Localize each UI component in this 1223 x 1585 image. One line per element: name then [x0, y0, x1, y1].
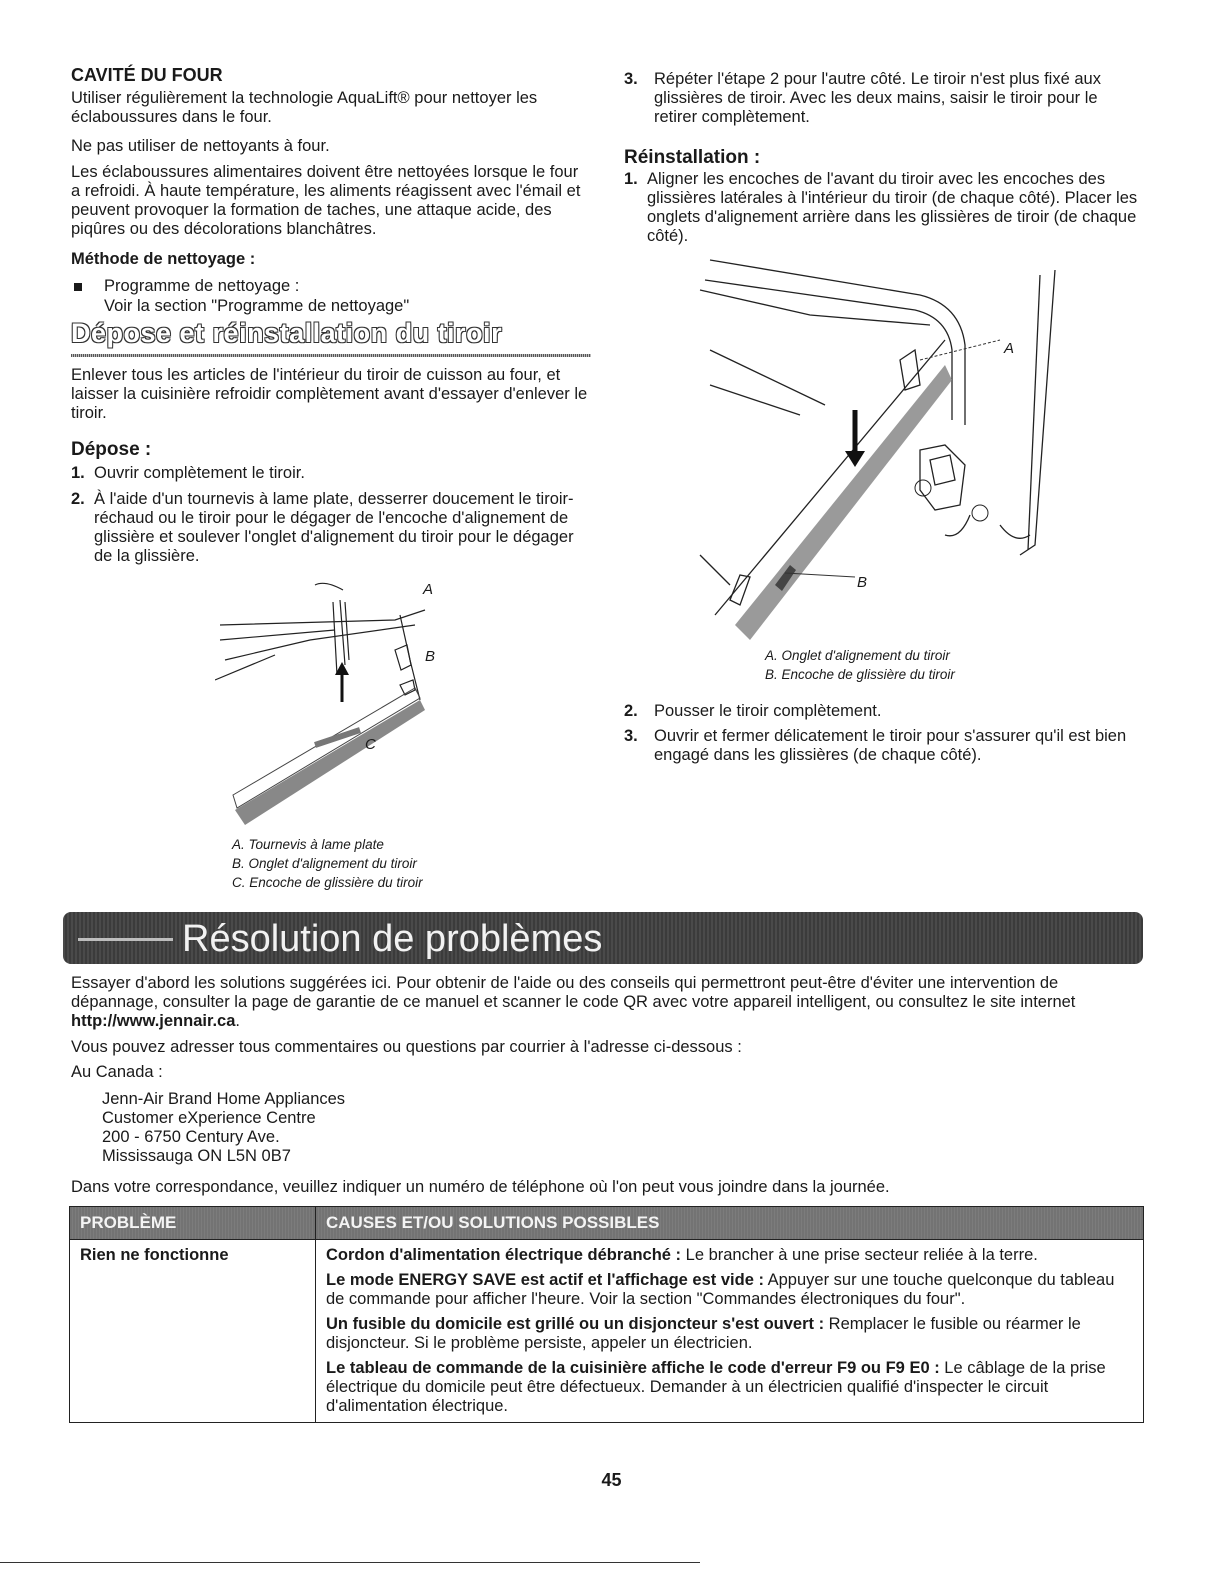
left-figure-label-b: B	[425, 648, 436, 665]
troubleshooting-title: Résolution de problèmes	[182, 918, 603, 960]
bullet-line-2: Voir la section "Programme de nettoyage"	[104, 297, 410, 315]
banner-accent-line	[78, 938, 173, 941]
drawer-intro: Enlever tous les articles de l'intérieur du tiroir de cuisson au four, et laisser la cuisinière refroidir complètement avant d'essayer d'enlever le tiroir.	[71, 366, 588, 422]
depose-title: Dépose :	[71, 439, 152, 460]
solution-item: Un fusible du domicile est grillé ou un disjoncteur s'est ouvert : Remplacer le fusible ou réarmer le disjoncteur. Si le problème persiste, appeler un électricien.	[326, 1315, 1081, 1352]
cavite-paragraph-3: Les éclaboussures alimentaires doivent être nettoyées lorsque le four a refroidi. À haute température, les aliments réagissent avec l'émail et peuvent provoquer la formation de taches, une attaque acide, des piqûres ou des décolorations blanchâtres.	[71, 163, 581, 238]
reinstall-step-2: 2. Pousser le tiroir complètement.	[624, 702, 882, 720]
address-line: 200 - 6750 Century Ave.	[102, 1128, 280, 1146]
address-line: Mississauga ON L5N 0B7	[102, 1147, 291, 1165]
cavite-paragraph-1: Utiliser régulièrement la technologie AquaLift® pour nettoyer les éclaboussures dans le four.	[71, 89, 538, 126]
canada-label: Au Canada :	[71, 1063, 163, 1081]
reinstall-title: Réinstallation :	[624, 147, 761, 168]
section-divider	[71, 354, 591, 357]
troubleshooting-intro: Essayer d'abord les solutions suggérées ici. Pour obtenir de l'aide ou des conseils qui permettront peut-être d'éviter une intervention de dépannage, consulter la page de garantie de ce manuel et scanner le code QR avec votre appareil intelligent, ou consultez le site internet http://www.jennair.ca.	[71, 974, 1076, 1030]
depose-step-1: 1. Ouvrir complètement le tiroir.	[71, 464, 305, 482]
drawer-alignment-illustration	[690, 255, 1070, 640]
left-figure-label-a: A	[423, 581, 434, 598]
bullet-line-1: Programme de nettoyage :	[104, 277, 300, 295]
jennair-link[interactable]: http://www.jennair.ca	[71, 1012, 236, 1030]
solution-item: Le tableau de commande de la cuisinière affiche le code d'erreur F9 ou F9 E0 : Le câblage de la prise électrique du domicile peut être défectueux. Demander à un électricien qualifié d'inspecter le circuit d'alimentation électrique.	[326, 1359, 1106, 1415]
phone-line: Dans votre correspondance, veuillez indiquer un numéro de téléphone où l'on peut vous joindre dans la journée.	[71, 1178, 890, 1196]
cavite-paragraph-2: Ne pas utiliser de nettoyants à four.	[71, 137, 330, 155]
depose-step-2: 2. À l'aide d'un tournevis à lame plate, desserrer doucement le tiroir-réchaud ou le tiroir pour le dégager de l'encoche d'alignement de glissière et soulever l'onglet d'alignement du tiroir pour le dégager de la glissière.	[71, 490, 574, 565]
reinstall-step-3: 3. Ouvrir et fermer délicatement le tiroir pour s'assurer qu'il est bien engagé dans les glissières (de chaque côté).	[624, 727, 1127, 764]
column-header-problem: PROBLÈME	[70, 1207, 316, 1240]
cavite-title: CAVITÉ DU FOUR	[71, 65, 223, 85]
left-caption-b: B. Onglet d'alignement du tiroir	[232, 856, 417, 871]
column-header-solutions: CAUSES ET/OU SOLUTIONS POSSIBLES	[316, 1207, 1144, 1240]
left-figure-label-c: C	[365, 736, 376, 753]
section-title-drawer: Dépose et réinstallation du tiroir	[71, 318, 503, 348]
methode-title: Méthode de nettoyage :	[71, 250, 256, 268]
solution-item: Le mode ENERGY SAVE est actif et l'affichage est vide : Appuyer sur une touche quelconque du tableau de commande pour afficher l'heure. Voir la section "Commandes électroniques du four".	[326, 1271, 1115, 1308]
screwdriver-illustration	[215, 580, 465, 830]
reinstall-step-1: 1. Aligner les encoches de l'avant du tiroir avec les encoches des glissières latérales à l'intérieur du tiroir (de chaque côté). Placer les onglets d'alignement arrière dans les glissières de tiroir (de chaque côté).	[624, 170, 1138, 245]
right-caption-a: A. Onglet d'alignement du tiroir	[765, 648, 950, 663]
table-row	[70, 1240, 1144, 1423]
depose-step-3: 3. Répéter l'étape 2 pour l'autre côté. Le tiroir n'est plus fixé aux glissières de tiroir. Avec les deux mains, saisir le tiroir pour le retirer complètement.	[624, 70, 1101, 126]
bottom-rule	[0, 1562, 700, 1563]
mail-line: Vous pouvez adresser tous commentaires ou questions par courrier à l'adresse ci-dessous :	[71, 1038, 742, 1056]
solution-item: Cordon d'alimentation électrique débranché : Le brancher à une prise secteur reliée à la terre.	[326, 1246, 1038, 1264]
address-line: Jenn-Air Brand Home Appliances	[102, 1090, 346, 1108]
right-figure-label-b: B	[857, 574, 868, 591]
right-caption-b: B. Encoche de glissière du tiroir	[765, 667, 955, 682]
bullet-marker	[74, 283, 82, 291]
solutions-cell	[316, 1240, 1144, 1423]
right-figure-label-a: A	[1004, 340, 1015, 357]
mailing-address	[102, 1090, 345, 1166]
address-line: Customer eXperience Centre	[102, 1109, 316, 1127]
left-caption-a: A. Tournevis à lame plate	[232, 837, 384, 852]
page-number: 45	[601, 1470, 622, 1490]
problem-cell: Rien ne fonctionne	[70, 1240, 316, 1423]
troubleshooting-table	[69, 1206, 1144, 1423]
left-caption-c: C. Encoche de glissière du tiroir	[232, 875, 423, 890]
